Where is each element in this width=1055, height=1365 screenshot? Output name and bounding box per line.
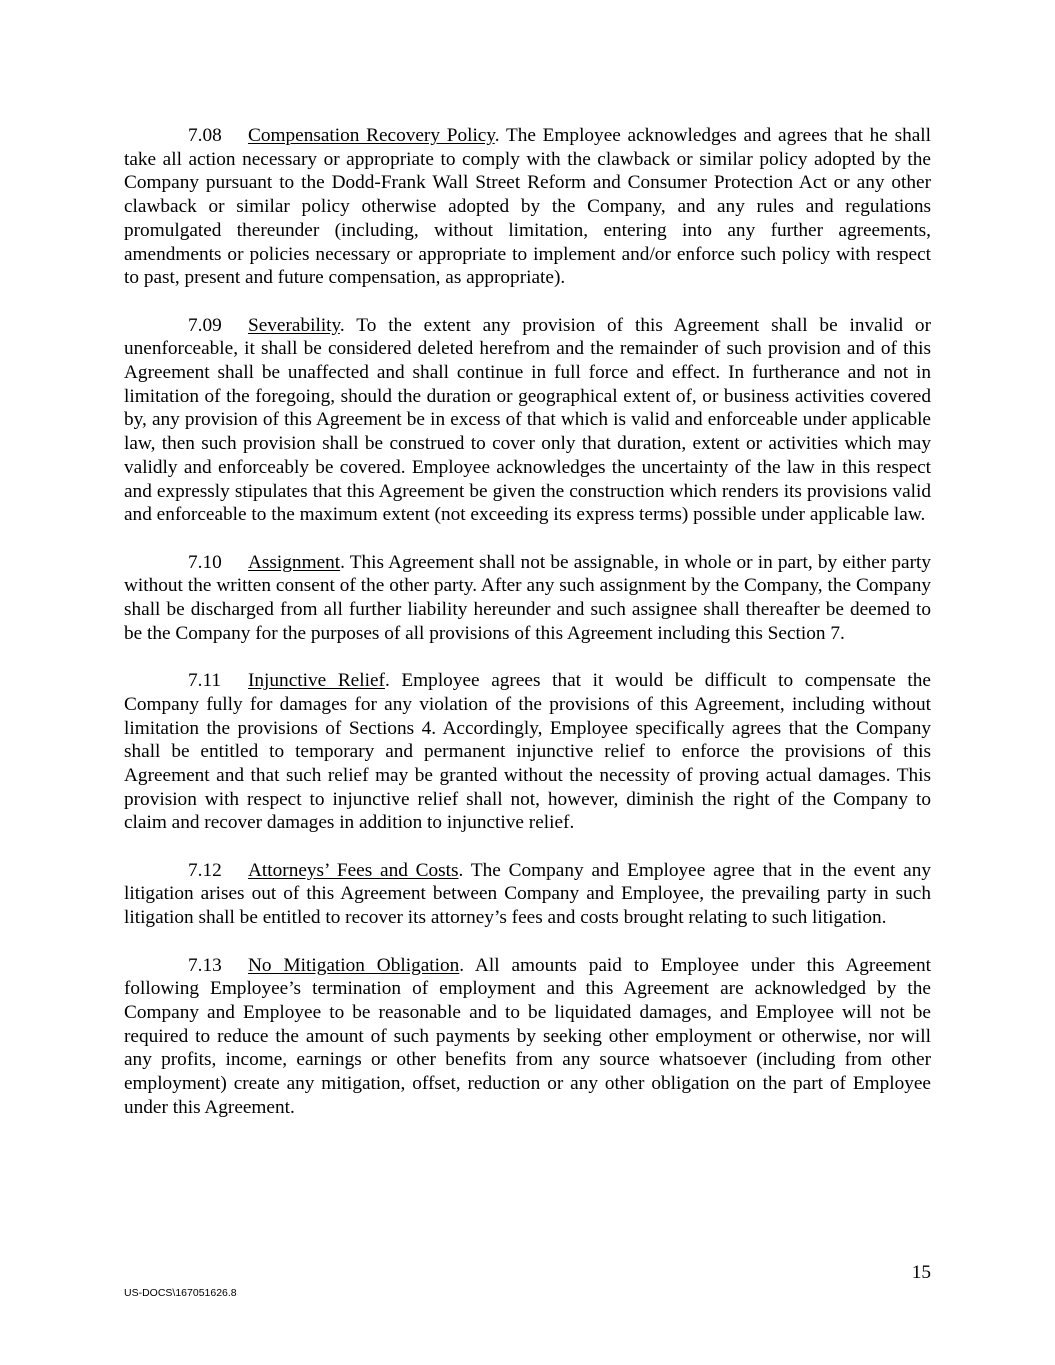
document-body <box>124 124 931 1119</box>
section-heading: Assignment <box>248 551 341 573</box>
section-number: 7.09 <box>188 314 222 336</box>
section-number: 7.11 <box>188 670 222 692</box>
section-heading: Injunctive Relief <box>248 670 385 692</box>
section-number: 7.08 <box>188 125 222 146</box>
section-7-13 <box>124 954 931 1120</box>
section-heading: Compensation Recovery Policy <box>248 125 495 146</box>
page-number: 15 <box>911 1262 931 1283</box>
section-body: . Employee agrees that it would be difficult to compensate the Company fully for damages for any violation of the provisions of this Agreement, including without limitation the provisions of Sections 4. Accordingly, Employee specifically agrees that the Company shall be entitled to temporary and permanent injunctive relief to enforce the provisions of this Agreement and that such relief may be granted without the necessity of proving actual damages. This provision with respect to injunctive relief shall not, however, diminish the right of the Company to claim and recover damages in addition to injunctive relief. <box>124 670 931 834</box>
section-body: . All amounts paid to Employee under this Agreement following Employee’s termination of employment and this Agreement are acknowledged by the Company and Employee to be reasonable and to be liquidated damages, and Employee will not be required to reduce the amount of such payments by seeking other employment or otherwise, nor will any profits, income, earnings or other benefits from any source whatsoever (including from other employment) create any mitigation, offset, reduction or any other obligation on the part of Employee under this Agreement. <box>124 954 931 1118</box>
section-number: 7.10 <box>188 551 222 573</box>
section-7-10 <box>124 551 931 646</box>
document-id: US-DOCS\167051626.8 <box>124 1287 237 1299</box>
section-7-11 <box>124 669 931 835</box>
section-body: . To the extent any provision of this Agreement shall be invalid or unenforceable, it shall be considered deleted herefrom and the remainder of such provision and of this Agreement shall be unaffected and shall continue in full force and effect. In furtherance and not in limitation of the foregoing, should the duration or geographical extent of, or business activities covered by, any provision of this Agreement be in excess of that which is valid and enforceable under applicable law, then such provision shall be construed to cover only that duration, extent or activities which may validly and enforceably be covered. Employee acknowledges the uncertainty of the law in this respect and expressly stipulates that this Agreement be given the construction which renders its provisions valid and enforceable to the maximum extent (not exceeding its express terms) possible under applicable law. <box>124 314 931 526</box>
section-heading: No Mitigation Obligation <box>248 954 460 976</box>
section-heading: Severability <box>248 314 340 336</box>
section-number: 7.13 <box>188 954 222 976</box>
section-7-08 <box>124 124 931 290</box>
section-body: . This Agreement shall not be assignable, in whole or in part, by either party without the written consent of the other party. After any such assignment by the Company, the Company shall be discharged from all further liability hereunder and such assignee shall thereafter be deemed to be the Company for the purposes of all provisions of this Agreement including this Section 7. <box>124 551 931 644</box>
section-number: 7.12 <box>188 859 222 881</box>
section-7-12 <box>124 859 931 930</box>
section-heading: Attorneys’ Fees and Costs <box>248 859 459 881</box>
section-body: . The Company and Employee agree that in the event any litigation arises out of this Agreement between Company and Employee, the prevailing party in such litigation shall be entitled to recover its attorney’s fees and costs brought relating to such litigation. <box>124 859 931 929</box>
section-7-09 <box>124 314 931 527</box>
section-body: . The Employee acknowledges and agrees that he shall take all action necessary or appropriate to comply with the clawback or similar policy adopted by the Company pursuant to the Dodd-Frank Wall Street Reform and Consumer Protection Act or any other clawback or similar policy otherwise adopted by the Company, and any rules and regulations promulgated thereunder (including, without limitation, entering into any further agreements, amendments or policies necessary or appropriate to implement and/or enforce such policy with respect to past, present and future compensation, as appropriate). <box>124 125 931 289</box>
